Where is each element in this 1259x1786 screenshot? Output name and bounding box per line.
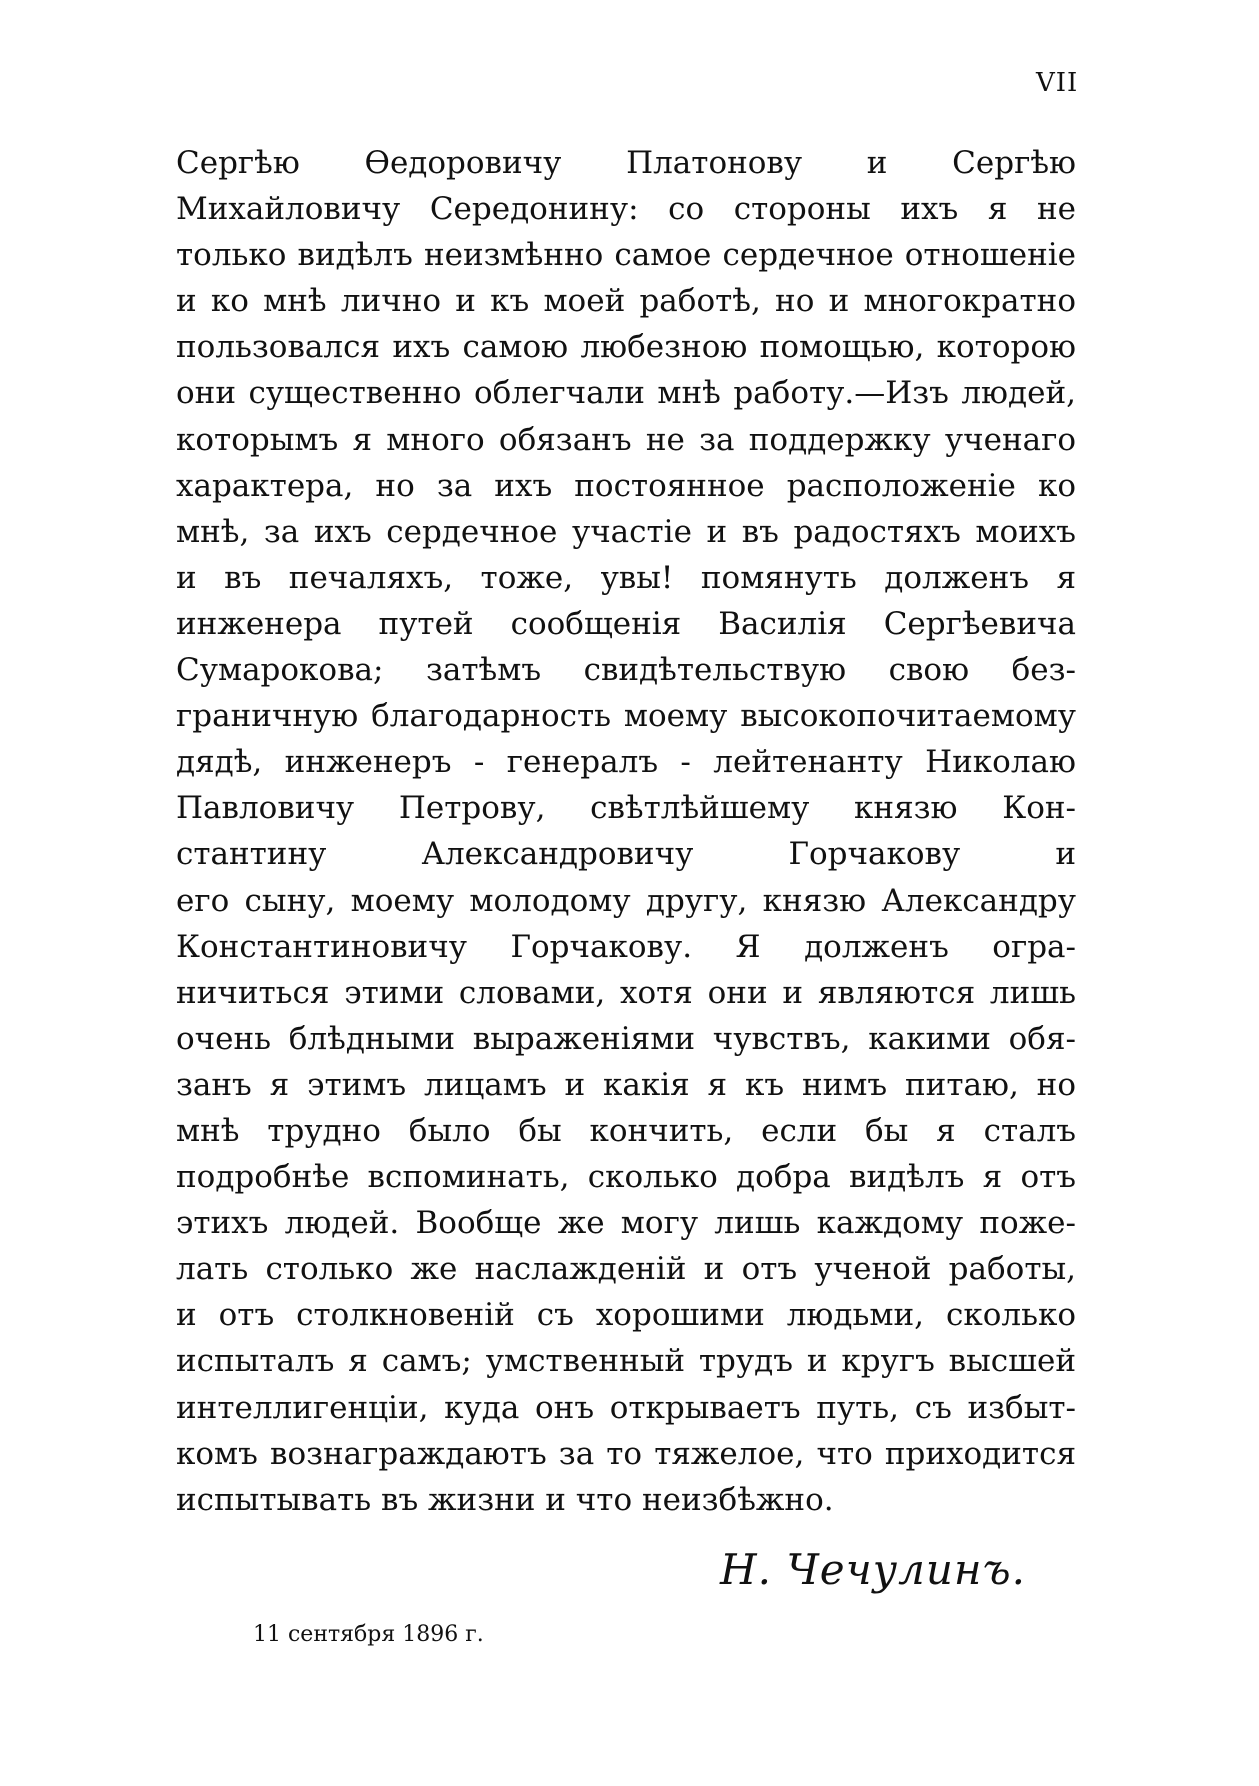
text-line: пользовался ихъ самою любезною помощью, которою xyxy=(176,329,1076,366)
text-line: инженера путей сообщенія Василія Сергѣевича xyxy=(176,605,1076,642)
text-line: только видѣлъ неизмѣнно самое сердечное отношеніе xyxy=(176,237,1076,274)
text-line: очень блѣдными выраженіями чувствъ, какими обя- xyxy=(176,1020,1076,1057)
text-line: и отъ столкновеній съ хорошими людьми, сколько xyxy=(176,1297,1076,1334)
text-line: подробнѣе вспоминать, сколько добра видѣлъ я отъ xyxy=(176,1159,1076,1196)
text-line: занъ я этимъ лицамъ и какія я къ нимъ питаю, но xyxy=(176,1066,1076,1103)
text-line: испытывать въ жизни и что неизбѣжно. xyxy=(176,1481,834,1518)
date-line: 11 сентября 1896 г. xyxy=(253,1622,484,1647)
text-line: испыталъ я самъ; умственный трудъ и кругъ высшей xyxy=(176,1343,1076,1380)
page-number: VII xyxy=(1036,68,1079,98)
text-line: интеллигенціи, куда онъ открываетъ путь, съ избыт- xyxy=(176,1389,1076,1426)
text-line: и ко мнѣ лично и къ моей работѣ, но и многократно xyxy=(176,283,1076,320)
text-line: этихъ людей. Вообще же могу лишь каждому поже- xyxy=(176,1205,1076,1242)
text-line: его сыну, моему молодому другу, князю Александру xyxy=(176,882,1076,919)
text-line: мнѣ трудно было бы кончить, если бы я сталъ xyxy=(176,1112,1076,1149)
text-line: стантину Александровичу Горчакову и xyxy=(176,836,1076,873)
text-line: Михайловичу Середонину: со стороны ихъ я не xyxy=(176,191,1076,228)
text-line: которымъ я много обязанъ не за поддержку ученаго xyxy=(176,421,1076,458)
text-line: лать столько же наслажденій и отъ ученой работы, xyxy=(176,1251,1076,1288)
text-line: ничиться этими словами, хотя они и являются лишь xyxy=(176,974,1076,1011)
text-line: Константиновичу Горчакову. Я долженъ огра- xyxy=(176,928,1076,965)
body-text xyxy=(176,140,1076,1523)
text-line: дядѣ, инженеръ - генералъ - лейтенанту Николаю xyxy=(176,744,1076,781)
text-line: Павловичу Петрову, свѣтлѣйшему князю Кон- xyxy=(176,790,1076,827)
text-line: Сергѣю Ѳедоровичу Платонову и Сергѣю xyxy=(176,145,1076,181)
signature: Н. Чечулинъ. xyxy=(720,1545,1026,1594)
text-line: граничную благодарность моему высокопочитаемому xyxy=(176,698,1076,735)
text-line: комъ вознаграждаютъ за то тяжелое, что приходится xyxy=(176,1435,1076,1472)
text-line: и въ печаляхъ, тоже, увы! помянуть долженъ я xyxy=(176,559,1076,596)
text-line: они существенно облегчали мнѣ работу.—Изъ людей, xyxy=(176,375,1076,412)
text-line: мнѣ, за ихъ сердечное участіе и въ радостяхъ моихъ xyxy=(176,513,1076,550)
text-line: характера, но за ихъ постоянное расположеніе ко xyxy=(176,467,1076,504)
text-line: Сумарокова; затѣмъ свидѣтельствую свою без- xyxy=(176,652,1076,689)
